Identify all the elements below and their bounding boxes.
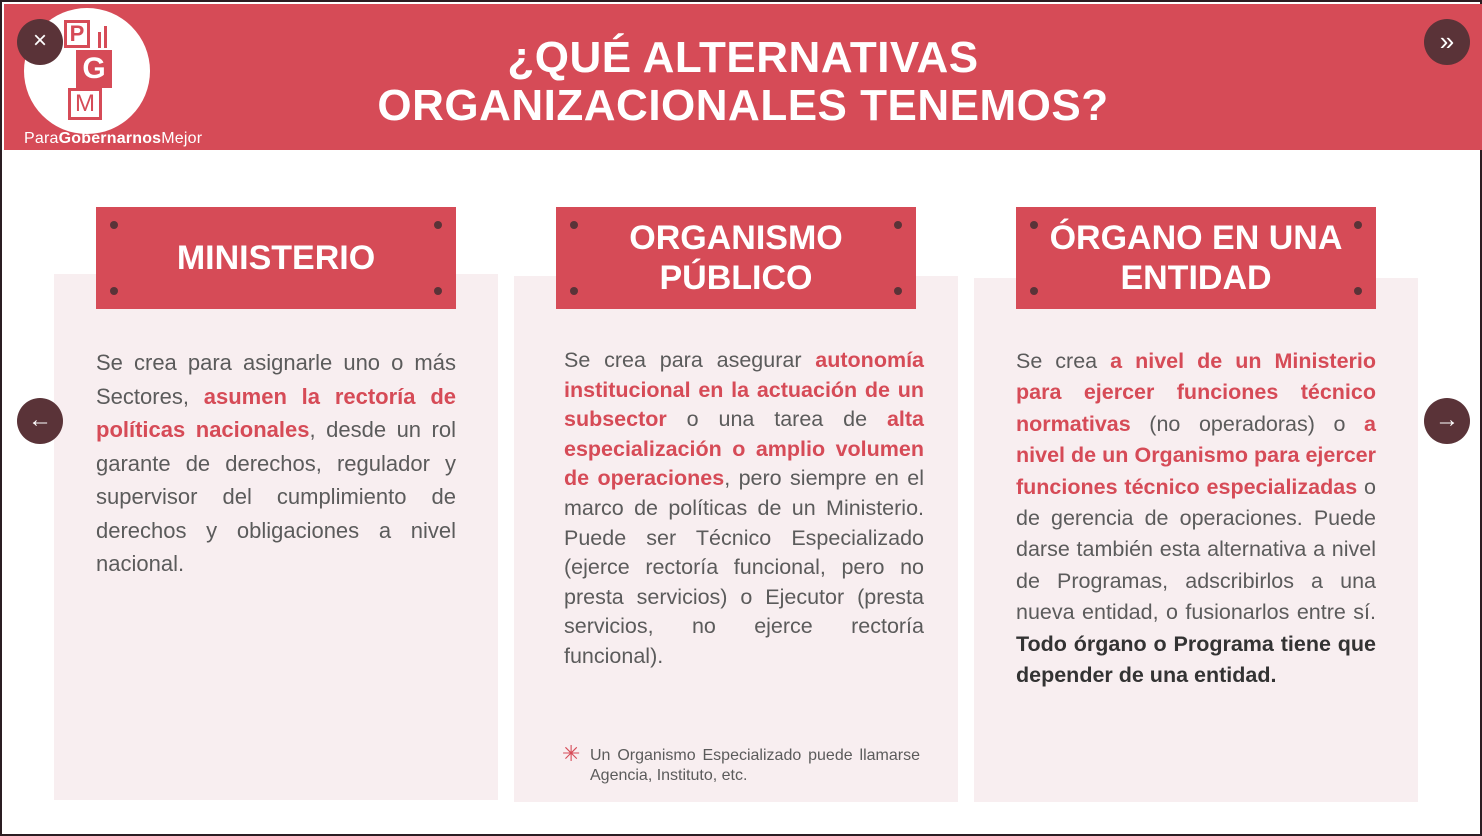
text-organo-highlight: a nivel de un Ministerio para ejercer funciones técnico normativas (1016, 349, 1376, 436)
tagline-bold: Gobernarnos (58, 130, 162, 147)
arrow-right-icon: → (1435, 406, 1459, 433)
tagline-prefix: Para (24, 130, 59, 147)
footnote-text: Un Organismo Especializado puede llamarse Agencia, Instituto, etc. (590, 747, 920, 784)
text-organismo-publico (564, 346, 924, 672)
previous-slide-button[interactable] (17, 398, 63, 444)
rivet-icon (110, 287, 118, 295)
text-ministerio (96, 346, 456, 581)
text-organismo-part: , pero siempre en el marco de políticas de un Ministerio. Puede ser Técnico Especializado (ejerce rectoría funcional, pero no presta servicios) o Ejecutor (presta servicios, no ejerce rectoría funcional). (564, 466, 925, 668)
logo-people-icon (94, 22, 110, 48)
rivet-icon (434, 287, 442, 295)
text-organismo-highlight: alta especialización o amplio volumen de operaciones (564, 407, 924, 491)
logo-tagline (24, 130, 202, 148)
double-chevron-right-icon: » (1439, 26, 1455, 56)
logo-letter-p: P (64, 20, 90, 48)
rivet-icon (1030, 221, 1038, 229)
rivet-icon (110, 221, 118, 229)
text-organo-entidad (1016, 346, 1376, 691)
rivet-icon (570, 221, 578, 229)
logo-letter-g: G (76, 50, 112, 88)
tagline-suffix: Mejor (161, 130, 203, 147)
heading-organismo-line-2: PÚBLICO (659, 259, 813, 297)
asterisk-icon: ✳ (562, 741, 581, 766)
text-organo-part: Se crea (1016, 349, 1111, 373)
text-organo-emphasis: Todo órgano o Programa tiene que depender de una entidad. (1016, 631, 1376, 688)
skip-forward-button[interactable] (1424, 19, 1470, 65)
text-ministerio-part: , desde un rol garante de derechos, regulador y supervisor del cumplimiento de derechos y obligaciones a nivel nacional. (96, 417, 457, 576)
heading-organismo-line-1: ORGANISMO (629, 219, 843, 257)
heading-organo-line-2: ENTIDAD (1120, 259, 1272, 297)
rivet-icon (434, 221, 442, 229)
text-organismo-part: Se crea para asegurar (564, 348, 816, 372)
rivet-icon (1030, 287, 1038, 295)
heading-plate-organismo-publico (556, 207, 916, 309)
next-slide-button[interactable] (1424, 398, 1470, 444)
heading-ministerio: MINISTERIO (176, 239, 376, 277)
rivet-icon (570, 287, 578, 295)
heading-organo-line-1: ÓRGANO EN UNA (1049, 219, 1343, 257)
text-ministerio-highlight: asumen la rectoría de políticas nacionales (96, 383, 456, 442)
text-organismo-part: o una tarea de (666, 407, 887, 432)
pgm-logo-mark (64, 20, 112, 120)
close-icon: × (32, 27, 47, 54)
text-organo-highlight: a nivel de un Organismo para ejercer funciones técnico especializadas (1016, 411, 1376, 499)
footnote-organismo (562, 741, 920, 786)
slide-title (4, 34, 1482, 130)
logo-letter-m: M (68, 88, 102, 120)
rivet-icon (1354, 221, 1362, 229)
text-organismo-highlight: autonomía institucional en la actuación de un subsector (564, 348, 924, 432)
slide-title-line-2: ORGANIZACIONALES TENEMOS? (377, 81, 1109, 130)
arrow-left-icon: ← (28, 406, 52, 433)
heading-plate-ministerio (96, 207, 456, 309)
close-button[interactable] (17, 19, 63, 65)
text-organo-part: o de gerencia de operaciones. Puede darse también esta alternativa a nivel de Programas, adscribirlos a una nueva entidad, o fusionarlos entre sí. (1016, 474, 1376, 625)
rivet-icon (1354, 287, 1362, 295)
slide-title-line-1: ¿QUÉ ALTERNATIVAS (507, 33, 979, 82)
text-organo-part: (no operadoras) o (1130, 411, 1365, 436)
rivet-icon (894, 287, 902, 295)
slide-header (4, 4, 1482, 150)
heading-plate-organo-entidad (1016, 207, 1376, 309)
text-ministerio-part: Se crea para asignarle uno o más Sectores, (96, 350, 456, 409)
rivet-icon (894, 221, 902, 229)
